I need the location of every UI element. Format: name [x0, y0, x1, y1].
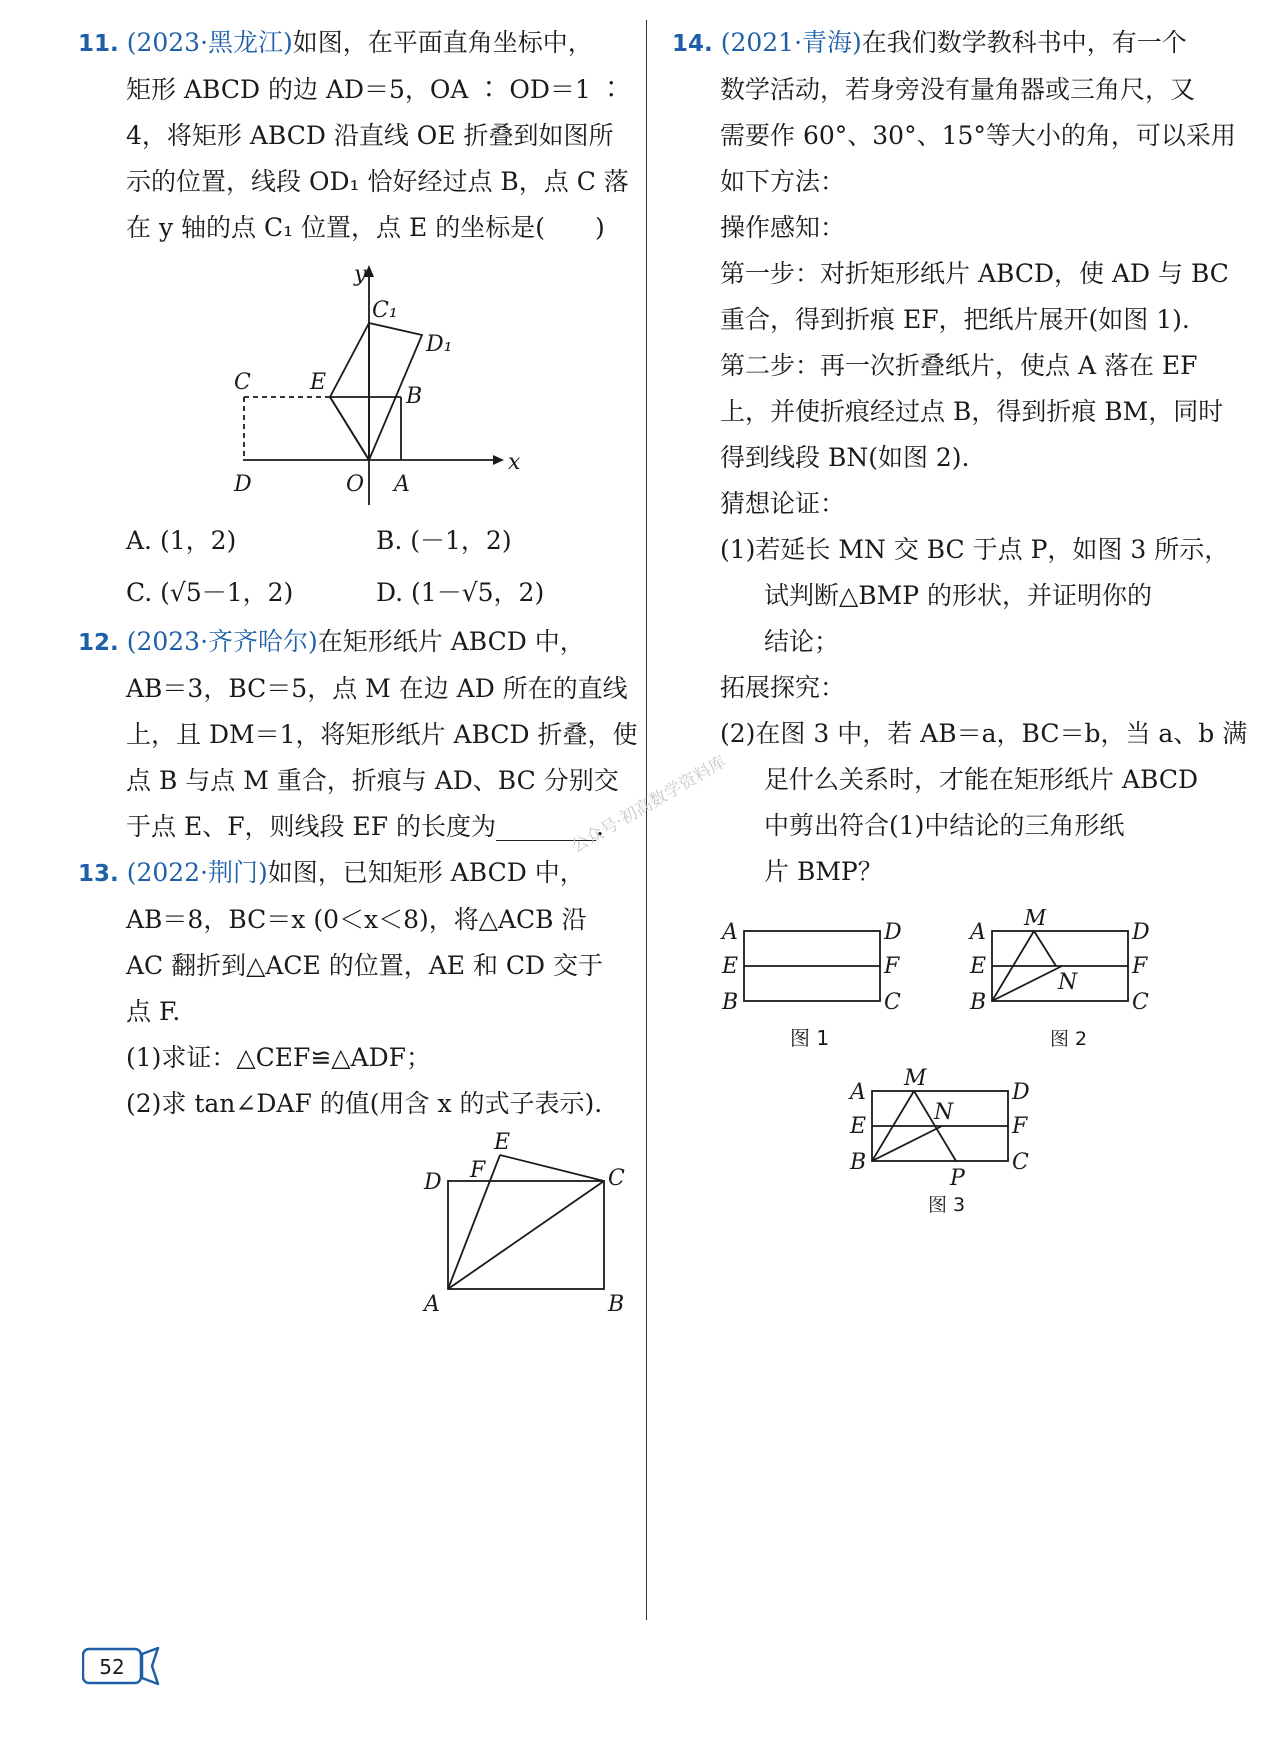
q14-line-2: 数学活动，若身旁没有量角器或三角尺，又 — [720, 75, 1196, 104]
question-number: 14. — [672, 31, 713, 57]
label-F: F — [470, 1158, 486, 1183]
q14-figures-1-2 — [672, 909, 1232, 1059]
fig3-label-P: P — [950, 1166, 965, 1191]
q13-part-1: (1)求证：△CEF≌△ADF； — [126, 1043, 431, 1072]
q14-part2-a: (2)在图 3 中，若 AB＝a，BC＝b，当 a、b 满 — [720, 719, 1248, 748]
fig1-label-D: D — [884, 920, 902, 945]
q13-part-2: (2)求 tan∠DAF 的值(用含 x 的式子表示). — [126, 1089, 603, 1118]
q12-line-3: 上，且 DM＝1，将矩形纸片 ABCD 折叠，使 — [126, 720, 638, 749]
q11-line-3: 4，将矩形 ABCD 沿直线 OE 折叠到如图所 — [126, 121, 614, 150]
page-number-badge — [82, 1646, 160, 1686]
q13-line-3: AC 翻折到△ACE 的位置，AE 和 CD 交于 — [126, 951, 604, 980]
label-B: B — [608, 1292, 625, 1317]
label-C1: C₁ — [372, 298, 398, 323]
fig3-label-B: B — [850, 1150, 867, 1175]
q14-part1-a: (1)若延长 MN 交 BC 于点 P，如图 3 所示， — [720, 535, 1230, 564]
q14-part2-b: 足什么关系时，才能在矩形纸片 ABCD — [764, 765, 1199, 794]
label-D1: D₁ — [426, 332, 453, 357]
fig2-label-A: A — [970, 920, 986, 945]
q14-text: 在我们数学教科书中，有一个 — [861, 28, 1187, 57]
q11-line-4: 示的位置，线段 OD₁ 恰好经过点 B，点 C 落 — [126, 167, 629, 196]
q14-step2-a: 第二步：再一次折叠纸片，使点 A 落在 EF — [720, 351, 1198, 380]
fig1-label-F: F — [884, 954, 900, 979]
q14-heading-extension: 拓展探究： — [720, 673, 846, 702]
fig3-label-D: D — [1012, 1080, 1030, 1105]
q11-line-5: 在 y 轴的点 C₁ 位置，点 E 的坐标是( ) — [126, 213, 605, 242]
q14-heading-conjecture: 猜想论证： — [720, 489, 846, 518]
q14-part2-c: 中剪出符合(1)中结论的三角形纸 — [764, 811, 1125, 840]
question-13 — [78, 850, 638, 1317]
question-number: 12. — [78, 630, 119, 656]
label-E: E — [310, 370, 327, 395]
fig3-label-M: M — [904, 1067, 927, 1091]
question-source: (2023·齐齐哈尔) — [126, 627, 318, 656]
label-D: D — [424, 1170, 442, 1195]
fig1-label-B: B — [722, 990, 739, 1015]
fig1-label-A: A — [722, 920, 738, 945]
fig1-label-C: C — [884, 990, 901, 1015]
question-11 — [78, 20, 638, 619]
fig3-label-A: A — [850, 1080, 866, 1105]
label-E: E — [494, 1130, 511, 1155]
label-y: y — [354, 262, 367, 287]
q12-line-5: 于点 E、F，则线段 EF 的长度为________. — [126, 812, 604, 841]
option-a: A. (1，2) — [126, 526, 237, 555]
fig3-label-E: E — [850, 1114, 867, 1139]
fig3-label-C: C — [1012, 1150, 1029, 1175]
q11-line-2: 矩形 ABCD 的边 AD＝5，OA ∶ OD＝1 ∶ — [126, 75, 624, 104]
q14-figure-3 — [672, 1067, 1232, 1217]
question-source: (2022·荆门) — [126, 858, 268, 887]
question-source: (2021·青海) — [720, 28, 862, 57]
fig1-caption: 图 1 — [790, 1026, 830, 1050]
fig2-label-D: D — [1132, 920, 1150, 945]
fig3-label-N: N — [934, 1100, 954, 1125]
label-A: A — [424, 1292, 440, 1317]
fig3-label-F: F — [1012, 1114, 1028, 1139]
fig2-label-B: B — [970, 990, 987, 1015]
right-column — [672, 20, 1248, 1217]
question-number: 13. — [78, 861, 119, 887]
q14-line-4: 如下方法： — [720, 167, 846, 196]
fig3-caption: 图 3 — [928, 1194, 966, 1216]
q14-step2-b: 上，并使折痕经过点 B，得到折痕 BM，同时 — [720, 397, 1224, 426]
label-D: D — [234, 472, 252, 497]
q11-options — [78, 515, 638, 619]
option-b: B. (－1，2) — [376, 526, 512, 555]
option-d: D. (1－√5，2) — [376, 578, 545, 607]
q13-line-4: 点 F. — [126, 997, 181, 1026]
q14-step1-a: 第一步：对折矩形纸片 ABCD，使 AD 与 BC — [720, 259, 1229, 288]
label-A: A — [394, 472, 410, 497]
q14-part2-d: 片 BMP？ — [764, 857, 883, 886]
question-source: (2023·黑龙江) — [126, 28, 293, 57]
column-divider — [646, 20, 647, 1620]
question-number: 11. — [78, 31, 119, 57]
q14-line-3: 需要作 60°、30°、15°等大小的角，可以采用 — [720, 121, 1236, 150]
fig2-label-M: M — [1024, 909, 1047, 931]
q14-line-1 — [672, 20, 1232, 67]
q12-line-4: 点 B 与点 M 重合，折痕与 AD、BC 分别交 — [126, 766, 619, 795]
label-C: C — [608, 1166, 625, 1191]
label-B: B — [406, 384, 423, 409]
fig1-label-E: E — [722, 954, 739, 979]
q13-line-2: AB＝8，BC＝x (0＜x＜8)，将△ACB 沿 — [126, 905, 587, 934]
q14-part1-b: 试判断△BMP 的形状，并证明你的 — [764, 581, 1152, 610]
fig2-label-C: C — [1132, 990, 1149, 1015]
label-O: O — [346, 472, 365, 497]
fig2-label-F: F — [1132, 954, 1148, 979]
watermark: 公众号·初高数学资料库 — [568, 752, 730, 858]
q11-line-1 — [78, 20, 638, 67]
label-C: C — [234, 370, 251, 395]
q13-figure — [78, 1127, 638, 1317]
q14-heading-operation: 操作感知： — [720, 213, 846, 242]
q11-text: 如图，在平面直角坐标中， — [292, 28, 593, 57]
q12-line-1 — [78, 619, 638, 666]
q14-step2-c: 得到线段 BN(如图 2). — [720, 443, 970, 472]
fig2-caption: 图 2 — [1050, 1028, 1088, 1050]
q13-text: 如图，已知矩形 ABCD 中， — [267, 858, 585, 887]
q14-step1-b: 重合，得到折痕 EF，把纸片展开(如图 1). — [720, 305, 1190, 334]
fig2-label-N: N — [1058, 970, 1078, 995]
option-c: C. (√5－1，2) — [126, 578, 294, 607]
page-number: 52 — [99, 1655, 125, 1679]
fig2-label-E: E — [970, 954, 987, 979]
left-column — [78, 20, 638, 1317]
q12-text: 在矩形纸片 ABCD 中， — [317, 627, 585, 656]
label-x: x — [508, 450, 521, 475]
question-14 — [672, 20, 1248, 1217]
q12-line-2: AB＝3，BC＝5，点 M 在边 AD 所在的直线 — [126, 674, 628, 703]
q13-line-1 — [78, 850, 638, 897]
question-12 — [78, 619, 638, 850]
q14-part1-c: 结论； — [764, 627, 840, 656]
q11-figure — [78, 255, 638, 515]
